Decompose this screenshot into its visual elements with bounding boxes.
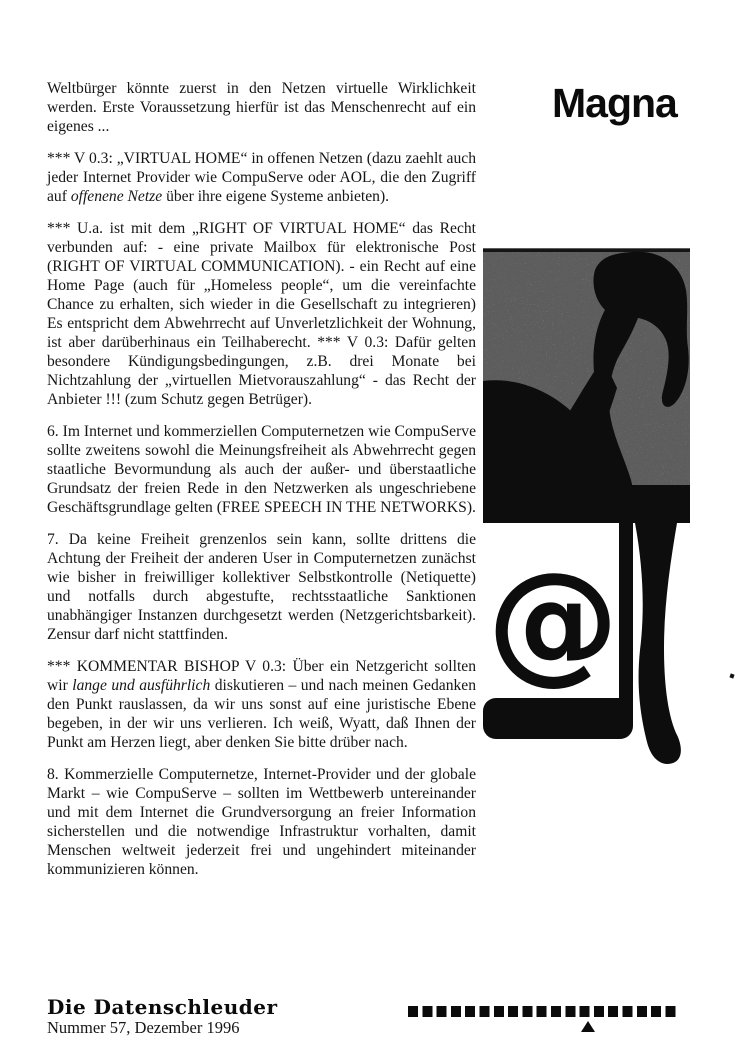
paragraph-text: diskutieren – und nach meinen Gedanken den Punkt rauslassen, da wir uns sonst auf eine juristische Ebene begeben, in der wir uns verlieren. Ich weiß, Wyatt, daß Ihnen der Punkt am Herzen liegt, aber denken Sie bitte drüber nach. bbox=[47, 677, 477, 751]
paragraph-virtual-home bbox=[47, 149, 476, 206]
paragraph-text: 8. Kommerzielle Computernetze, Internet-Provider und der globale Markt – wie CompuServe – sollten im Wettbewerb untereinander und mit dem Internet die Grundversorgung an freier Information sicherstellen und die notwendige Infrastruktur vorhalten, damit Menschen weltweit jederzeit frei und ungehindert miteinander kommunizieren können. bbox=[47, 766, 476, 878]
paragraph-text: 6. Im Internet und kommerziellen Computernetzen wie CompuServe sollte zweitens sowohl die Meinungsfreiheit als Abwehrrecht gegen staatliche Bevormundung als auch der außer- und überstaatliche Grundsatz der freien Rede in den Netzwerken als ungeschriebene Geschäftsgrundlage gelten (FREE SPEECH IN THE NETWORKS). bbox=[47, 423, 476, 516]
frame-right-bar bbox=[619, 523, 633, 723]
paragraph-point-6 bbox=[47, 422, 476, 517]
leg-shape bbox=[635, 523, 681, 764]
collage-svg bbox=[483, 248, 693, 778]
print-speck bbox=[729, 673, 734, 678]
issue-line: Nummer 57, Dezember 1996 bbox=[47, 1018, 240, 1037]
paragraph-point-8 bbox=[47, 765, 476, 879]
paragraph-text: Weltbürger könnte zuerst in den Netzen virtuelle Wirklichkeit werden. Erste Voraussetzung hierfür ist das Menschenrecht auf ein eigenes ... bbox=[47, 80, 476, 135]
footer-square-row bbox=[408, 1006, 678, 1017]
page-title: Magna bbox=[552, 80, 677, 126]
footer-triangle-marker bbox=[581, 1021, 595, 1032]
paragraph-text: *** U.a. ist mit dem „RIGHT OF VIRTUAL HOME“ das Recht verbunden auf: - eine private Mailbox für elektronische Post (RIGHT OF VIRTUAL COMMUNICATION). - ein Recht auf eine Home Page (auch für „Homeless people“, um die vereinfachte Chance zu erhalten, sich wieder in die Gesellschaft zu integrieren) Es entspricht dem Abwehrrecht auf Unverletzlichkeit der Wohnung, ist aber darüberhinaus ein Teilhaberecht. *** V 0.3: Dafür gelten besondere Kündigungsbedingungen, z.B. drei Monate bei Nichtzahlung der „virtuellen Mietvorauszahlung“ - das Recht der Anbieter !!! (zum Schutz gegen Betrüger). bbox=[47, 220, 476, 408]
at-sign: @ bbox=[487, 544, 619, 698]
magazine-title: Die Datenschleuder bbox=[47, 995, 278, 1019]
paragraph-right-of-virtual-home bbox=[47, 219, 476, 409]
paragraph-text: 7. Da keine Freiheit grenzenlos sein kann, sollte drittens die Achtung der Freiheit der anderen User in Computernetzen zunächst wie bisher in freiwilliger kollektiver Selbstkontrolle (Netiquette) und notfalls durch abgestufte, rechtsstaatliche Sanktionen unabhängiger Instanzen durchgesetzt werden (Netzgerichtsbarkeit). Zensur darf nicht stattfinden. bbox=[47, 531, 476, 643]
paragraph-text: *** V 0.3: „VIRTUAL HOME“ in offenen Netzen (dazu zaehlt auch jeder Internet Provider wie CompuServe oder AOL, die den Zugriff auf bbox=[47, 150, 476, 205]
paragraph-text-italic: offenene Netze bbox=[70, 188, 163, 205]
paragraph-kommentar-bishop bbox=[47, 657, 476, 752]
paragraph-text-italic: lange und ausführlich bbox=[72, 677, 211, 694]
paragraph-text: *** KOMMENTAR BISHOP V 0.3: Über ein Netzgericht sollten wir bbox=[47, 658, 476, 694]
block-bottom-strip bbox=[483, 485, 690, 523]
paragraph-intro bbox=[47, 79, 476, 136]
paragraph-text: über ihre eigene Systeme anbieten). bbox=[162, 188, 390, 205]
frame-bottom-bar bbox=[483, 698, 633, 739]
silhouette-at-collage-image bbox=[483, 248, 693, 778]
article-text-column bbox=[47, 79, 476, 892]
paragraph-point-7 bbox=[47, 530, 476, 644]
